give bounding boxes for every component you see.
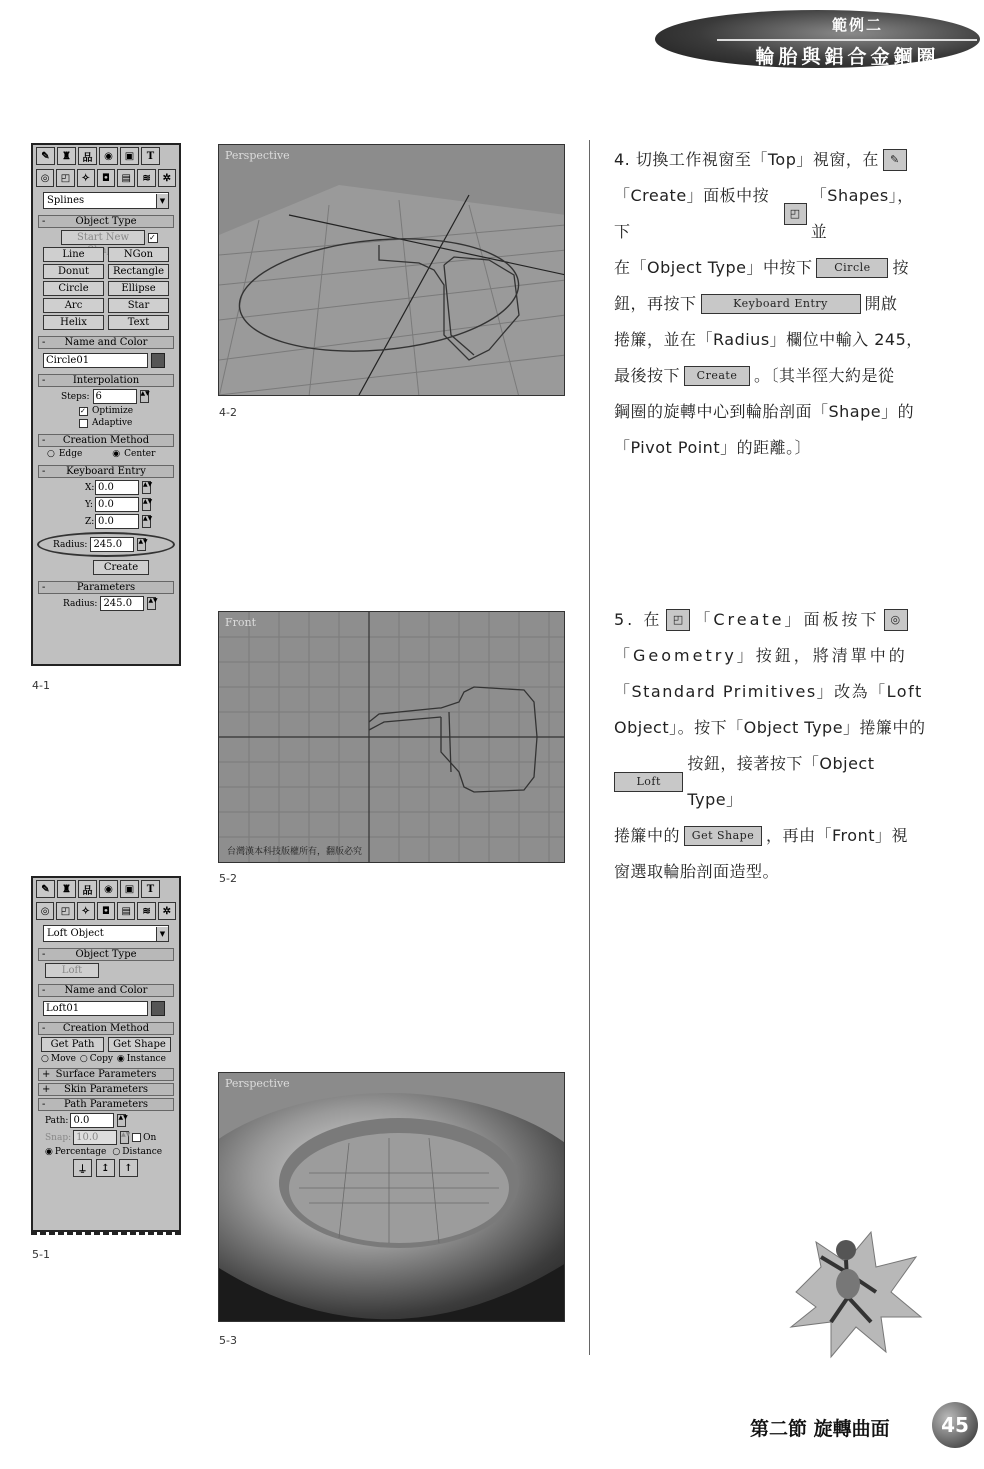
cameras-icon[interactable]: ◘ [97, 169, 115, 187]
display-tab-icon[interactable]: ▣ [120, 147, 139, 165]
name-color-rollout[interactable]: - Name and Color [38, 984, 174, 997]
creation-method-rollout[interactable]: - Creation Method [38, 434, 174, 447]
shapes-icon[interactable]: ◰ [56, 169, 74, 187]
get-path-button[interactable]: Get Path [41, 1037, 104, 1052]
instance-radio[interactable]: ◉ [116, 1054, 125, 1064]
spinner-icon[interactable]: ▲▼ [142, 498, 151, 511]
banner-subtitle: 輪胎與鋁合金鋼圈 [755, 46, 940, 68]
spinner-icon[interactable]: ▲▼ [137, 538, 146, 551]
panel-tabs [33, 145, 179, 167]
figure-caption: 4-1 [32, 679, 50, 692]
spinner-icon[interactable]: ▲▼ [147, 597, 156, 610]
rectangle-button[interactable]: Rectangle [108, 264, 169, 279]
get-shape-button[interactable]: Get Shape [108, 1037, 171, 1052]
cameras-icon[interactable]: ◘ [97, 902, 115, 920]
star-button[interactable]: Star [108, 298, 169, 313]
ellipse-button[interactable]: Ellipse [108, 281, 169, 296]
create-panel-splines: ✎ ♜ 品 ◉ ▣ T ◎ ◰ ✧ ◘ ▤ ≋ ✲ Splines ▼ - Object Type Start New ✓ Line NGon Donut Rectangle Circle Ellipse Arc Star Helix Text - Name and Color Circle01 - Interpolation Steps: 6 ▲▼ ✓ Optimize Adaptive - Creation Method ○ Edge ◉ Center - Keyboard Entry X: 0.0 ▲▼ Y: 0.0 ▲▼ Z: 0.0 ▲▼ Radius: 245.0 ▲▼ Create - Parameters Radius: 245.0 ▲▼ [31, 143, 181, 666]
lights-icon[interactable]: ✧ [77, 169, 95, 187]
ngon-button[interactable]: NGon [108, 247, 169, 262]
shapes-icon[interactable]: ◰ [56, 902, 74, 920]
start-new-shape-button[interactable]: Start New [61, 230, 145, 245]
banner-title: 範例二 [831, 16, 883, 34]
shapes-icon[interactable]: ◰ [784, 203, 807, 225]
path-field[interactable]: 0.0 [70, 1113, 114, 1128]
param-radius-field[interactable]: 245.0 [100, 596, 144, 611]
cartoon-character-illustration [776, 1212, 926, 1362]
figure-caption: 4-2 [219, 406, 237, 419]
previous-shape-icon[interactable]: ↥ [96, 1159, 115, 1177]
steps-field[interactable]: 6 [93, 389, 137, 404]
systems-icon[interactable]: ✲ [158, 902, 176, 920]
chevron-down-icon: ▼ [156, 194, 168, 208]
object-type-rollout[interactable]: - Object Type [38, 948, 174, 961]
parameters-rollout[interactable]: - Parameters [38, 581, 174, 594]
circle-button[interactable]: Circle [43, 281, 104, 296]
object-name-field[interactable]: Loft01 [43, 1001, 148, 1016]
name-color-rollout[interactable]: - Name and Color [38, 336, 174, 349]
loft-button[interactable]: Loft [45, 963, 99, 978]
create-tab-icon[interactable]: ◰ [666, 609, 690, 631]
color-swatch[interactable] [151, 353, 165, 368]
skin-parameters-rollout[interactable]: + Skin Parameters [38, 1083, 174, 1096]
optimize-checkbox[interactable]: ✓ [79, 407, 88, 416]
category-dropdown[interactable]: Loft Object ▼ [43, 925, 169, 942]
motion-tab-icon[interactable]: ◉ [99, 880, 118, 898]
tire-render [219, 1073, 565, 1322]
text-button[interactable]: Text [108, 315, 169, 330]
modify-tab-icon[interactable]: ♜ [57, 147, 76, 165]
color-swatch[interactable] [151, 1001, 165, 1016]
object-type-rollout[interactable]: - Object Type [38, 215, 174, 228]
hierarchy-tab-icon[interactable]: 品 [78, 147, 97, 165]
watermark: 台灣漢本科技版權所有，翻版必究 [227, 847, 363, 857]
loft-button[interactable]: Loft [614, 772, 683, 792]
column-divider [589, 140, 590, 1355]
figure-caption: 5-2 [219, 872, 237, 885]
adaptive-checkbox[interactable] [79, 419, 88, 428]
hierarchy-tab-icon[interactable]: 品 [78, 880, 97, 898]
figure-caption: 5-3 [219, 1334, 237, 1347]
viewport-label: Perspective [225, 149, 290, 162]
edge-radio[interactable]: ○ [47, 449, 55, 459]
create-tab-icon[interactable]: ✎ [36, 147, 55, 165]
object-name-field[interactable]: Circle01 [43, 353, 148, 368]
get-shape-button[interactable]: Get Shape [684, 826, 762, 846]
display-tab-icon[interactable]: ▣ [120, 880, 139, 898]
spinner-icon[interactable]: ▲▼ [142, 481, 151, 494]
move-radio[interactable]: ○ [41, 1054, 49, 1064]
line-button[interactable]: Line [43, 247, 104, 262]
section-title: 第二節 旋轉曲面 [750, 1418, 890, 1440]
category-icons [33, 167, 179, 189]
chevron-down-icon: ▼ [156, 927, 168, 941]
on-checkbox[interactable] [132, 1133, 141, 1142]
center-radio[interactable]: ◉ [112, 449, 121, 459]
circle-button[interactable]: Circle [816, 258, 888, 278]
figure-caption: 5-1 [32, 1248, 50, 1261]
helpers-icon[interactable]: ▤ [117, 169, 135, 187]
spinner-icon[interactable]: ▲▼ [140, 390, 149, 403]
copy-radio[interactable]: ○ [79, 1054, 88, 1064]
banner-divider [717, 39, 977, 41]
perspective-viewport-tire[interactable] [218, 1072, 565, 1322]
surface-parameters-rollout[interactable]: + Surface Parameters [38, 1068, 174, 1081]
panel-cut-edge [31, 1232, 181, 1235]
geometry-icon[interactable]: ◎ [36, 169, 54, 187]
next-shape-icon[interactable]: ↑ [119, 1159, 138, 1177]
create-button[interactable]: Create [684, 366, 750, 386]
tire-profile-render [219, 612, 565, 863]
create-button[interactable]: Create [93, 560, 149, 575]
distance-radio[interactable]: ○ [112, 1147, 121, 1157]
step5-paragraph: 5. 在 ◰ 「Create」面板按下 ◎ 「Geometry」按鈕，將清單中的 「Standard Primitives」改為「Loft Object」。按下「Object Type」捲簾中的 Loft 按鈕，接著按下「Object Type」 捲簾中的 Get Shape ，再由「Front」視 窗選取輪胎剖面造型。 [614, 610, 926, 881]
spacewarps-icon[interactable]: ≋ [137, 902, 155, 920]
create-panel-loft: ✎ ♜ 品 ◉ ▣ T ◎ ◰ ✧ ◘ ▤ ≋ ✲ Loft Object ▼ - Object Type Loft - Name and Color Loft01 - Creation Method Get Path Get Shape ○ Move ○ Copy ◉ Instance + Surface Parameters + Skin Parameters - Path Parameters Path: 0.0 ▲▼ Snap: 10.0 ▲▼ On ◉ Percentage ○ Distance ⍊ ↥ ↑ [31, 876, 181, 1232]
motion-tab-icon[interactable]: ◉ [99, 147, 118, 165]
create-tab-icon[interactable]: ✎ [883, 149, 907, 171]
page-number: 45 [932, 1402, 978, 1448]
chapter-banner [655, 8, 980, 70]
spacewarps-icon[interactable]: ≋ [137, 169, 155, 187]
viewport-label: Perspective [225, 1077, 290, 1090]
radius-field[interactable]: 245.0 [90, 537, 134, 552]
spinner-icon[interactable]: ▲▼ [120, 1131, 129, 1144]
snap-field[interactable]: 10.0 [73, 1130, 117, 1145]
panel-tabs [33, 878, 179, 900]
radius-highlight: Radius: 245.0 ▲▼ [37, 532, 175, 557]
utilities-tab-icon[interactable]: T [141, 880, 160, 898]
circle-shape-render [219, 145, 565, 396]
front-viewport[interactable] [218, 611, 565, 863]
path-parameters-rollout[interactable]: - Path Parameters [38, 1098, 174, 1111]
keyboard-entry-rollout[interactable]: - Keyboard Entry [38, 465, 174, 478]
perspective-viewport[interactable] [218, 144, 565, 396]
pick-shape-icon[interactable]: ⍊ [73, 1159, 92, 1177]
creation-method-rollout[interactable]: - Creation Method [38, 1022, 174, 1035]
geometry-icon[interactable]: ◎ [36, 902, 54, 920]
y-field[interactable]: 0.0 [95, 497, 139, 512]
create-tab-icon[interactable]: ✎ [36, 880, 55, 898]
utilities-tab-icon[interactable]: T [141, 147, 160, 165]
checkbox-icon[interactable]: ✓ [148, 233, 158, 243]
spinner-icon[interactable]: ▲▼ [142, 515, 151, 528]
geometry-icon[interactable]: ◎ [884, 609, 908, 631]
interpolation-rollout[interactable]: - Interpolation [38, 374, 174, 387]
modify-tab-icon[interactable]: ♜ [57, 880, 76, 898]
helix-button[interactable]: Helix [43, 315, 104, 330]
donut-button[interactable]: Donut [43, 264, 104, 279]
category-dropdown[interactable]: Splines ▼ [43, 192, 169, 209]
step4-paragraph: 4. 切換工作視窗至「Top」視窗，在 ✎ 「Create」面板中按下 ◰ 「Shapes」，並 在「Object Type」中按下 Circle 按 鈕，再按下 Keyboard Entry 開啟 捲簾，並在「Radius」欄位中輸入 245， 最後按下 Create 。〔其半徑大約是從 鋼圈的旋轉中心到輪胎剖面「Shape」的 「Pivot Point」的距離。〕 [614, 150, 923, 457]
arc-button[interactable]: Arc [43, 298, 104, 313]
lights-icon[interactable]: ✧ [77, 902, 95, 920]
percentage-radio[interactable]: ◉ [45, 1147, 53, 1157]
spinner-icon[interactable]: ▲▼ [117, 1114, 126, 1127]
keyboard-entry-button[interactable]: Keyboard Entry [701, 294, 861, 314]
viewport-label: Front [225, 616, 257, 629]
category-icons [33, 900, 179, 922]
x-field[interactable]: 0.0 [95, 480, 139, 495]
z-field[interactable]: 0.0 [95, 514, 139, 529]
helpers-icon[interactable]: ▤ [117, 902, 135, 920]
systems-icon[interactable]: ✲ [158, 169, 176, 187]
